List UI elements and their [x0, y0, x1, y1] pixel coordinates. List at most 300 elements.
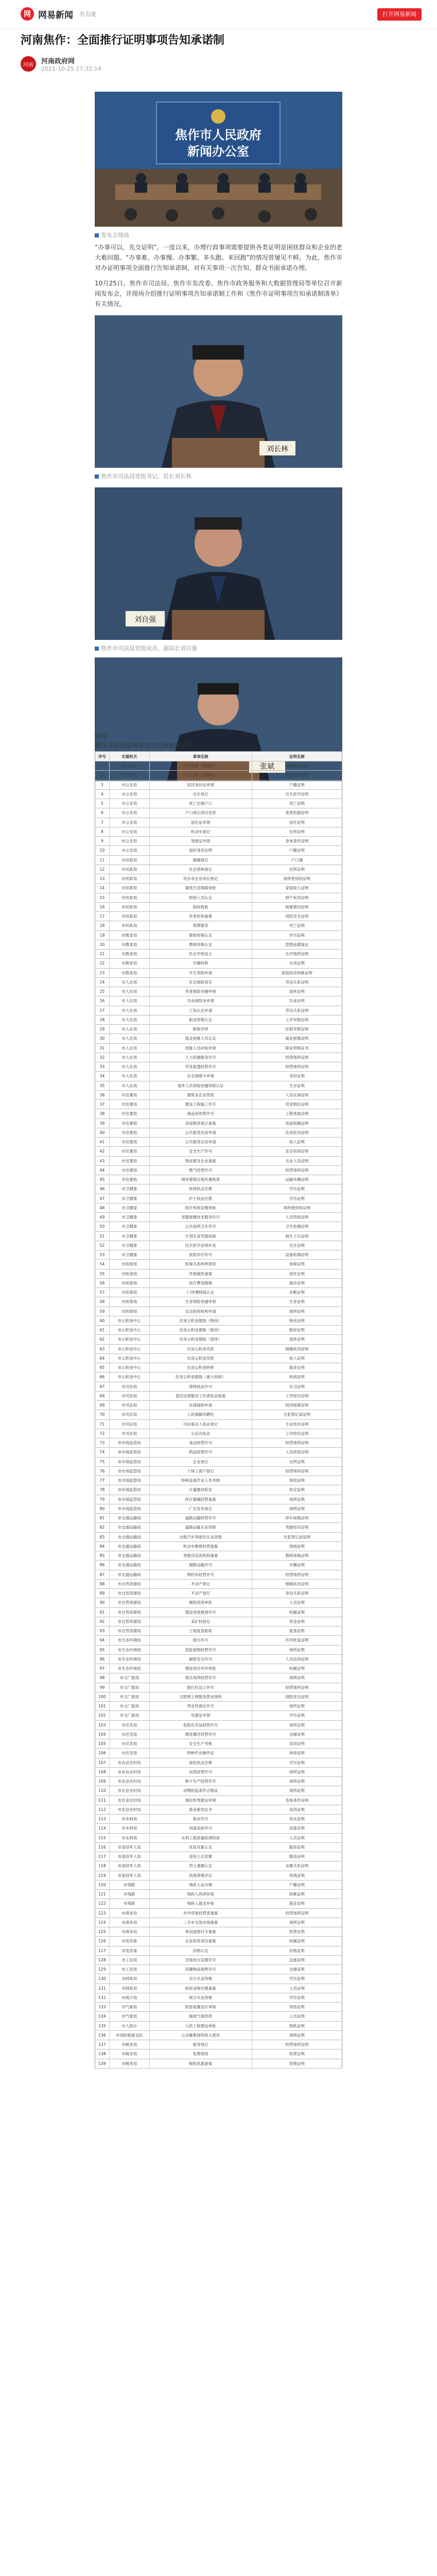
table-cell: 不动产登记 [150, 1589, 252, 1598]
table-cell: 市市场监管局 [110, 1448, 150, 1456]
table-row [95, 1232, 342, 1241]
table-row [95, 1316, 342, 1326]
table-cell: 市税务局 [110, 2040, 150, 2049]
table-row [95, 1091, 342, 1100]
table-cell: 房屋租赁登记备案 [150, 1119, 252, 1128]
table-cell: 住房公积金转移 [150, 1363, 252, 1372]
table-cell: 残疾人就业补贴 [150, 1899, 252, 1908]
table-row [95, 1580, 342, 1589]
table-cell: 种子生产经营许可 [150, 1777, 252, 1786]
table-cell: 居住证明 [289, 820, 305, 825]
table-cell: 生育证明 [289, 1299, 305, 1304]
table-cell: 社会保障卡申领 [150, 1072, 252, 1080]
table-cell: 19 [95, 931, 110, 940]
table-cell: 18 [95, 921, 110, 930]
table-row [95, 1730, 342, 1739]
table-cell: 市卫健委 [110, 1232, 150, 1241]
appendix-label: 附件： [95, 733, 114, 740]
table-cell: 市商务局 [110, 1918, 150, 1927]
table-cell: 市发改委 [110, 1946, 150, 1955]
table-row [95, 1495, 342, 1504]
table-cell: 115 [95, 1834, 110, 1842]
table-cell: 87 [95, 1570, 110, 1579]
table-row [95, 2022, 342, 2031]
table-cell: 场所证明 [289, 1722, 305, 1727]
table-cell: 农药经营许可 [150, 1768, 252, 1776]
table-cell: 民办学校设立 [150, 950, 252, 958]
table-cell: 学历证明 [289, 933, 305, 938]
table-cell: 市残联 [110, 1899, 150, 1908]
table-cell: 单用途预付卡备案 [150, 1927, 252, 1936]
table-cell: 市人防办 [110, 2022, 150, 2030]
table-cell: 退休人员领取待遇资格认证 [150, 1081, 252, 1090]
table-row [95, 1006, 342, 1015]
table-row [95, 1420, 342, 1429]
table-cell: 场所证明 [289, 1920, 305, 1925]
table-cell: 经营场所证明 [285, 1055, 309, 1060]
table-row [95, 1250, 342, 1260]
table-cell: 场所证明 [289, 1675, 305, 1681]
table-cell: 权属证明 [289, 1939, 305, 1944]
table-cell: 29 [95, 1025, 110, 1033]
table-cell: 测绘资质审批 [150, 1598, 252, 1607]
table-cell: 技能人员补贴申领 [150, 1044, 252, 1053]
table-cell: 市人社局 [110, 1062, 150, 1071]
table-cell: 就业困难人员认定 [150, 1034, 252, 1043]
table-cell: 93 [95, 1626, 110, 1635]
table-cell: 市住建局 [110, 1128, 150, 1137]
table-cell: 身体条件证明 [285, 1798, 309, 1803]
table-cell: 市农业农村局 [110, 1786, 150, 1795]
table-cell: 图纸证明 [289, 2023, 305, 2028]
table-row [95, 1673, 342, 1683]
table-cell: 市卫健委 [110, 1241, 150, 1250]
table-cell: 市医保局 [110, 1288, 150, 1297]
table-cell: 市教育局 [110, 959, 150, 968]
table-cell: 市卫健委 [110, 1194, 150, 1203]
table-cell: 市公积金中心 [110, 1316, 150, 1325]
table-cell: 市医保局 [110, 1260, 150, 1268]
table-row [95, 1382, 342, 1392]
table-cell: 养老机构备案 [150, 912, 252, 921]
table-cell: 人员资质证明 [285, 1450, 309, 1455]
banner-line1: 焦作市人民政府 [175, 127, 261, 142]
table-cell: 婚姻关系证明 [285, 764, 309, 769]
table-cell: 异地就医备案 [150, 1269, 252, 1278]
table-row [95, 1721, 342, 1730]
table-row [95, 1297, 342, 1307]
table-row [95, 1288, 342, 1297]
table-cell: 学历证明 [289, 1196, 305, 1201]
table-cell: 人民调解员聘任 [150, 1410, 252, 1419]
table-cell: 8 [95, 827, 110, 836]
table-cell: 市公安局 [110, 808, 150, 817]
table-cell: 市人社局 [110, 1081, 150, 1090]
table-cell: 67 [95, 1382, 110, 1391]
table-cell: 兽医执业注册 [150, 1758, 252, 1767]
table-cell: 机动车维修经营备案 [150, 1542, 252, 1551]
table-cell: 118 [95, 1861, 110, 1870]
table-cell: 33 [95, 1062, 110, 1071]
banner-line2: 新闻办公室 [187, 144, 249, 159]
table-cell: 互联网上网服务营业场所 [150, 1692, 252, 1701]
table-cell: 就业证明 [289, 1365, 305, 1370]
open-app-button[interactable]: 打开网易新闻 [377, 8, 422, 21]
table-cell: 防雷装置设计审核 [150, 2003, 252, 2011]
table-cell: 道路运输从业资格 [150, 1523, 252, 1532]
table-cell: 市市场监管局 [110, 1458, 150, 1466]
table-cell: 市水利局 [110, 1815, 150, 1823]
table-row [95, 1692, 342, 1702]
table-cell: 税务登记 [150, 2040, 252, 2049]
table-cell: 会计从业资格 [150, 1974, 252, 1983]
table-cell: 人员证明 [289, 1986, 305, 1991]
table-cell: 80 [95, 1504, 110, 1513]
table-cell: 市住建局 [110, 1175, 150, 1184]
table-cell: 市自然资源局 [110, 1608, 150, 1617]
table-cell: 经营场所证明 [285, 1572, 309, 1577]
table-cell: 42 [95, 1147, 110, 1156]
table-cell: 身体条件证明 [285, 839, 309, 844]
checklist-table [95, 751, 342, 2069]
table-cell: 工作年限证明 [285, 1017, 309, 1022]
table-cell: 辐射安全许可 [150, 1655, 252, 1664]
table-cell: 人员社保证明 [285, 1092, 309, 1097]
table-row [95, 1739, 342, 1749]
table-cell: 公共场所卫生许可 [150, 1222, 252, 1231]
table-cell: 户籍证明 [289, 1882, 305, 1887]
table-row [95, 1871, 342, 1880]
table-cell: 26 [95, 996, 110, 1005]
table-cell: 市工信局 [110, 1956, 150, 1964]
table-cell: 62 [95, 1335, 110, 1344]
table-row [95, 1476, 342, 1485]
table-cell: 资金到位证明 [285, 1102, 309, 1107]
table-cell: 39 [95, 1119, 110, 1128]
table-row [95, 2040, 342, 2049]
table-cell: 85 [95, 1551, 110, 1560]
table-row [95, 1053, 342, 1062]
table-row [95, 1335, 342, 1344]
table-cell: 138 [95, 2049, 110, 2058]
table-cell: 市公积金中心 [110, 1326, 150, 1334]
table-cell: 市教育局 [110, 931, 150, 940]
table-cell: 居民身份证申领 [150, 781, 252, 789]
table-cell: 120 [95, 1880, 110, 1889]
table-row [95, 940, 342, 950]
table-row [95, 2049, 342, 2059]
table-cell: 13 [95, 874, 110, 883]
table-cell: 市教育局 [110, 950, 150, 958]
table-cell: 市生态环境局 [110, 1646, 150, 1654]
table-row [95, 1758, 342, 1768]
table-cell: 市市场监管局 [110, 1438, 150, 1447]
table-cell: 104 [95, 1730, 110, 1739]
table-cell: 市文广旅局 [110, 1673, 150, 1682]
table-cell: 市司法局 [110, 1410, 150, 1419]
table-cell: 资金证明 [289, 1619, 305, 1624]
table-cell: 职称评审 [150, 1025, 252, 1033]
author-name[interactable]: 河南政府网 [41, 58, 75, 65]
table-cell: 市公安局 [110, 846, 150, 855]
table-cell: 77 [95, 1476, 110, 1485]
table-cell: 132 [95, 1993, 110, 2002]
table-row [95, 1626, 342, 1636]
table-row [95, 1768, 342, 1777]
table-row [95, 978, 342, 987]
table-cell: 检定证明 [289, 1487, 305, 1493]
table-cell: 25 [95, 987, 110, 996]
table-cell: 市人社局 [110, 1072, 150, 1080]
table-row [95, 761, 342, 771]
table-cell: 驾驶员培训机构备案 [150, 1551, 252, 1560]
table-cell: 9 [95, 837, 110, 845]
table-cell: 市住建局 [110, 1100, 150, 1109]
table-cell: 体检证明 [289, 1478, 305, 1483]
publish-time: 2021-10-25 17:32:14 [41, 65, 101, 72]
table-cell: 建设工程施工许可 [150, 1100, 252, 1109]
table-cell: 市人社局 [110, 1044, 150, 1053]
table-cell: 43 [95, 1157, 110, 1165]
table-row [95, 1504, 342, 1514]
table-cell: 资质证明 [289, 2005, 305, 2010]
table-cell: 停车场地证明 [285, 1516, 309, 1521]
table-cell: 14 [95, 884, 110, 892]
speaker-photo-2 [95, 487, 342, 640]
table-cell: 3 [95, 781, 110, 789]
table-cell: 伤残证明 [289, 1873, 305, 1878]
table-cell: 住房公积金提取（重大疾病） [150, 1372, 252, 1381]
table-cell: 资格证明 [289, 2061, 305, 2066]
nameplate: 张斌 [260, 762, 274, 771]
table-cell: 109 [95, 1777, 110, 1786]
table-row [95, 1157, 342, 1166]
table-row [95, 1138, 342, 1147]
table-cell: 市退役军人局 [110, 1852, 150, 1861]
table-cell: 56 [95, 1279, 110, 1287]
table-cell: 35 [95, 1081, 110, 1090]
table-cell: 2 [95, 771, 110, 779]
table-cell: 72 [95, 1429, 110, 1438]
table-cell: 市公安局 [110, 761, 150, 770]
paragraph: 10月25日，焦作市司法局、焦作市发改委、焦作市政务服务和大数据管理局等单位召开新闻发布会，并现场介绍推行证明事项告知承诺制工作和《焦作市证明事项告知承诺制清单》有关情况。 [95, 280, 342, 308]
table-cell: 市气象局 [110, 2012, 150, 2021]
table-cell: 计划生育奖励扶助 [150, 1232, 252, 1241]
table-cell: 市残联 [110, 1880, 150, 1889]
table-row [95, 921, 342, 930]
table-cell: 市人社局 [110, 1053, 150, 1062]
table-title: 焦作市市级证明事项告知承诺制清单 [95, 742, 194, 749]
table-header-cell: 实施机关 [110, 752, 150, 761]
table-cell: 出生登记 [150, 790, 252, 799]
table-cell: 教师资格认定 [150, 931, 252, 940]
table-row [95, 1993, 342, 2003]
table-cell: 86 [95, 1561, 110, 1569]
table-cell: 放射诊疗许可 [150, 1250, 252, 1259]
table-row [95, 1984, 342, 1993]
table-cell: 就业困难证明 [285, 1036, 309, 1041]
table-cell: 渔业船员证书 [150, 1805, 252, 1814]
table-row [95, 1062, 342, 1072]
table-cell: 市卫健委 [110, 1184, 150, 1193]
table-cell: 任职年限证明 [285, 1027, 309, 1032]
table-row [95, 1946, 342, 1956]
table-cell: 134 [95, 2012, 110, 2021]
table-cell: 食品经营许可 [150, 1438, 252, 1447]
table-cell: 101 [95, 1702, 110, 1710]
author-avatar[interactable]: 河南 [21, 56, 36, 72]
table-cell: 临时救助 [150, 903, 252, 911]
caption-marker-icon [95, 233, 99, 238]
table-row [95, 1241, 342, 1250]
table-cell: 市生态环境局 [110, 1655, 150, 1664]
table-cell: 16 [95, 903, 110, 911]
table-cell: 律师执业许可 [150, 1382, 252, 1391]
table-cell: 失业证明 [289, 998, 305, 1004]
table-row [95, 1796, 342, 1805]
table-cell: 住房公积金贷款 [150, 1345, 252, 1353]
table-cell: 公众聚集场所投入使用 [150, 2031, 252, 2040]
table-cell: 市交通运输局 [110, 1523, 150, 1532]
table-cell: 27 [95, 1006, 110, 1015]
table-cell: 114 [95, 1824, 110, 1833]
table-row [95, 856, 342, 865]
table-cell: 110 [95, 1786, 110, 1795]
table-cell: 市司法局 [110, 1392, 150, 1400]
table-cell: 母婴保健技术服务许可 [150, 1213, 252, 1222]
table-row [95, 1805, 342, 1815]
table-cell: 68 [95, 1392, 110, 1400]
table-cell: 市农业农村局 [110, 1796, 150, 1805]
table-cell: 89 [95, 1589, 110, 1598]
table-cell: 权属证明 [289, 1609, 305, 1615]
table-cell: 户口簿 [291, 857, 303, 862]
table-cell: 公证员执业 [150, 1429, 252, 1438]
table-cell: 市民政局 [110, 912, 150, 921]
table-cell: 场所证明 [289, 1506, 305, 1511]
table-cell: 市公积金中心 [110, 1363, 150, 1372]
table-cell: 市自然资源局 [110, 1589, 150, 1598]
table-cell: 工作经历证明 [285, 1431, 309, 1436]
table-row [95, 1664, 342, 1673]
table-cell: 6 [95, 808, 110, 817]
table-cell: 28 [95, 1015, 110, 1024]
photo-caption [95, 231, 342, 239]
table-row [95, 1100, 342, 1109]
table-row [95, 790, 342, 799]
table-row [95, 1598, 342, 1607]
table-cell: 市民政局 [110, 856, 150, 865]
table-cell: 特种设备作业人员考核 [150, 1476, 252, 1485]
table-cell: 70 [95, 1410, 110, 1419]
table-cell: 市农业农村局 [110, 1777, 150, 1786]
table-cell: 市住建局 [110, 1109, 150, 1118]
table-cell: 市教育局 [110, 940, 150, 949]
table-cell: 经营证明 [289, 2052, 305, 2057]
table-cell: 河道采砂许可 [150, 1824, 252, 1833]
table-cell: 市水利局 [110, 1824, 150, 1833]
table-row [95, 1044, 342, 1053]
table-cell: 学历证明 [289, 1995, 305, 2000]
table-cell: 市交通运输局 [110, 1551, 150, 1560]
table-cell: 102 [95, 1711, 110, 1720]
table-cell: 市文广旅局 [110, 1702, 150, 1710]
table-cell: 1 [95, 761, 110, 770]
table-cell: 经营场所证明 [285, 2042, 309, 2047]
table-cell: 131 [95, 1984, 110, 1993]
table-header-cell: 序号 [95, 752, 110, 761]
table-cell: 99 [95, 1683, 110, 1692]
table-cell: 41 [95, 1138, 110, 1146]
table-cell: 车辆证明 [289, 1563, 305, 1568]
table-row [95, 1326, 342, 1335]
table-row [95, 1646, 342, 1655]
table-cell: 养老保险待遇申领 [150, 987, 252, 996]
table-row [95, 1269, 342, 1279]
table-cell: 失业保险金申领 [150, 996, 252, 1005]
table-row [95, 846, 342, 855]
author-block [21, 56, 101, 72]
table-cell: 广告发布登记 [150, 1504, 252, 1513]
table-cell: 73 [95, 1438, 110, 1447]
table-cell: 经营场所证明 [285, 1064, 309, 1070]
table-cell: 实习证明 [289, 1384, 305, 1389]
table-cell: 市应急局 [110, 1730, 150, 1739]
table-cell: 排污许可 [150, 1636, 252, 1645]
table-cell: 78 [95, 1485, 110, 1494]
table-row [95, 837, 342, 846]
table-cell: 退役士兵安置 [150, 1852, 252, 1861]
table-cell: 建筑业企业资质 [150, 1091, 252, 1099]
table-cell: 市统计局 [110, 1993, 150, 2002]
table-cell: 市文广旅局 [110, 1692, 150, 1701]
table-cell: 市市场监管局 [110, 1504, 150, 1513]
table-cell: 49 [95, 1213, 110, 1222]
table-row [95, 2003, 342, 2012]
table-cell: 护士执业注册 [150, 1194, 252, 1203]
table-cell: 家庭经济困难证明 [281, 970, 312, 975]
table-cell: 参保证明 [289, 1262, 305, 1267]
table-cell: 经营场所证明 [285, 1910, 309, 1916]
table-cell: 市自然资源局 [110, 1626, 150, 1635]
brand-slogan: 有态度 [79, 11, 96, 18]
table-cell: 教练场地证明 [285, 1553, 309, 1558]
table-cell: 市交通运输局 [110, 1514, 150, 1522]
table-row [95, 1551, 342, 1561]
table-row [95, 1514, 342, 1523]
table-cell: 市医保局 [110, 1297, 150, 1306]
table-cell: 学历证明 [289, 1713, 305, 1718]
table-cell: 84 [95, 1542, 110, 1551]
table-cell: 129 [95, 1965, 110, 1974]
table-cell: 驾驶经历证明 [285, 1525, 309, 1530]
table-cell: 就诊证明 [289, 1280, 305, 1285]
table-cell: 市医保局 [110, 1269, 150, 1278]
table-cell: 培训证明 [289, 1741, 305, 1747]
table-cell: 发票领用 [150, 2049, 252, 2058]
table-cell: 无犯罪记录证明 [283, 1534, 311, 1539]
table-cell: 卫生检测证明 [285, 1224, 309, 1229]
table-cell: 工作经历证明 [285, 1393, 309, 1398]
table-cell: 建设用地规划许可 [150, 1608, 252, 1617]
table-cell: 市住建局 [110, 1138, 150, 1146]
table-cell: 15 [95, 893, 110, 902]
brand[interactable] [21, 7, 96, 21]
table-cell: 36 [95, 1091, 110, 1099]
table-cell: 125 [95, 1927, 110, 1936]
table-cell: 城市建筑垃圾处置核准 [150, 1175, 252, 1184]
table-cell: 市商务局 [110, 1909, 150, 1918]
